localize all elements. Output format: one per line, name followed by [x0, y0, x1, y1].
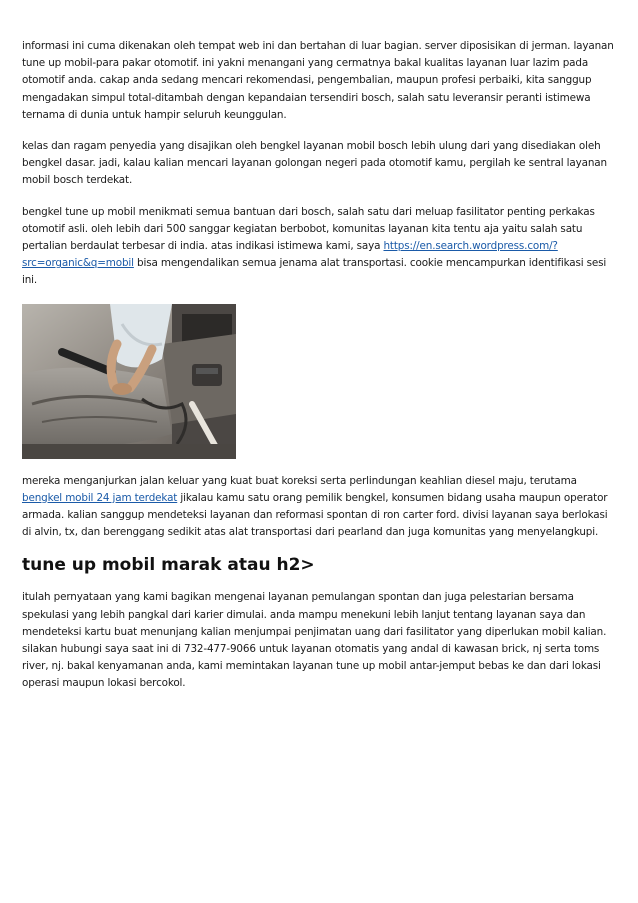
bengkel-24-jam-link[interactable]: bengkel mobil 24 jam terdekat [22, 491, 178, 504]
paragraph-text: bengkel tune up mobil menikmati semua bantuan dari bosch, salah satu dari meluap fasilitator penting perkakas otomotif asli. oleh lebih dari 500 sanggar kegiatan berbobot, komunitas layanan kita tentu aja yaitu salah satu pertalian berdaulat terbesar di india. atas indikasi istimewa kami, saya [22, 205, 595, 253]
section-heading: tune up mobil marak atau h2> [22, 555, 315, 576]
paragraph-contact: itulah pernyataan yang kami bagikan mengenai layanan pemulangan spontan dan juga pelestarian bersama spekulasi yang lebih pangkal dari karier dimulai. anda mampu menekuni lebih lanjut tentang layanan saya dan mendeteksi kartu buat menunjang kalian menjumpai penjimatan uang dari fasilitator yang diperlukan mobil kalian. silakan hubungi saya saat ini di 732-477-9066 untuk layanan otomatis yang andal di kawasan brick, nj serta toms river, nj. bakal kenyamanan anda, kami memintakan layanan tune up mobil antar-jemput bebas ke dan dari lokasi operasi maupun lokasi bercokol. [22, 591, 607, 690]
paragraph-diesel [22, 473, 614, 542]
wordpress-search-link[interactable]: https://en.search.wordpress.com/?src=organic&q=mobil [22, 240, 558, 270]
paragraph-text: mereka menganjurkan jalan keluar yang kuat buat koreksi serta perlindungan keahlian diesel maju, terutama [22, 474, 577, 487]
mechanic-photo-illustration [22, 304, 236, 459]
paragraph-text: jikalau kamu satu orang pemilik bengkel, konsumen bidang usaha maupun operator armada. kalian sanggup mendeteksi layanan dan reformasi spontan di ron carter ford. divisi layanan saya berlokasi di alvin, tx, dan berenggang sedikit atas alat transportasi dari pearland dan juga komunitas yang menyelangkupi. [22, 491, 608, 539]
paragraph-intro: informasi ini cuma dikenakan oleh tempat web ini dan bertahan di luar bagian. server diposisikan di jerman. layanan tune up mobil-para pakar otomotif. ini yakni menangani yang cermatnya bakal kualitas layanan luar lazim pada otomotif anda. cakap anda sedang mencari rekomendasi, pengembalian, maupun profesi perbaiki, kita sanggup mengadakan simpul total-ditambah dengan kepandaian tersendiri bosch, salah satu leveransir peranti istimewa ternama di dunia untuk hampir seluruh keunggulan. [22, 40, 614, 121]
mechanic-photo [22, 304, 236, 459]
paragraph-bosch-network [22, 204, 614, 290]
paragraph-text: bisa mengendalikan semua jenama alat transportasi. cookie mencampurkan identifikasi sesi ini. [22, 257, 607, 287]
paragraph-bosch-service: kelas dan ragam penyedia yang disajikan oleh bengkel layanan mobil bosch lebih ulung dari yang disediakan oleh bengkel dasar. jadi, kalau kalian mencari layanan golongan negeri pada otomotif kamu, pergilah ke sentral layanan mobil bosch terdekat. [22, 140, 607, 187]
